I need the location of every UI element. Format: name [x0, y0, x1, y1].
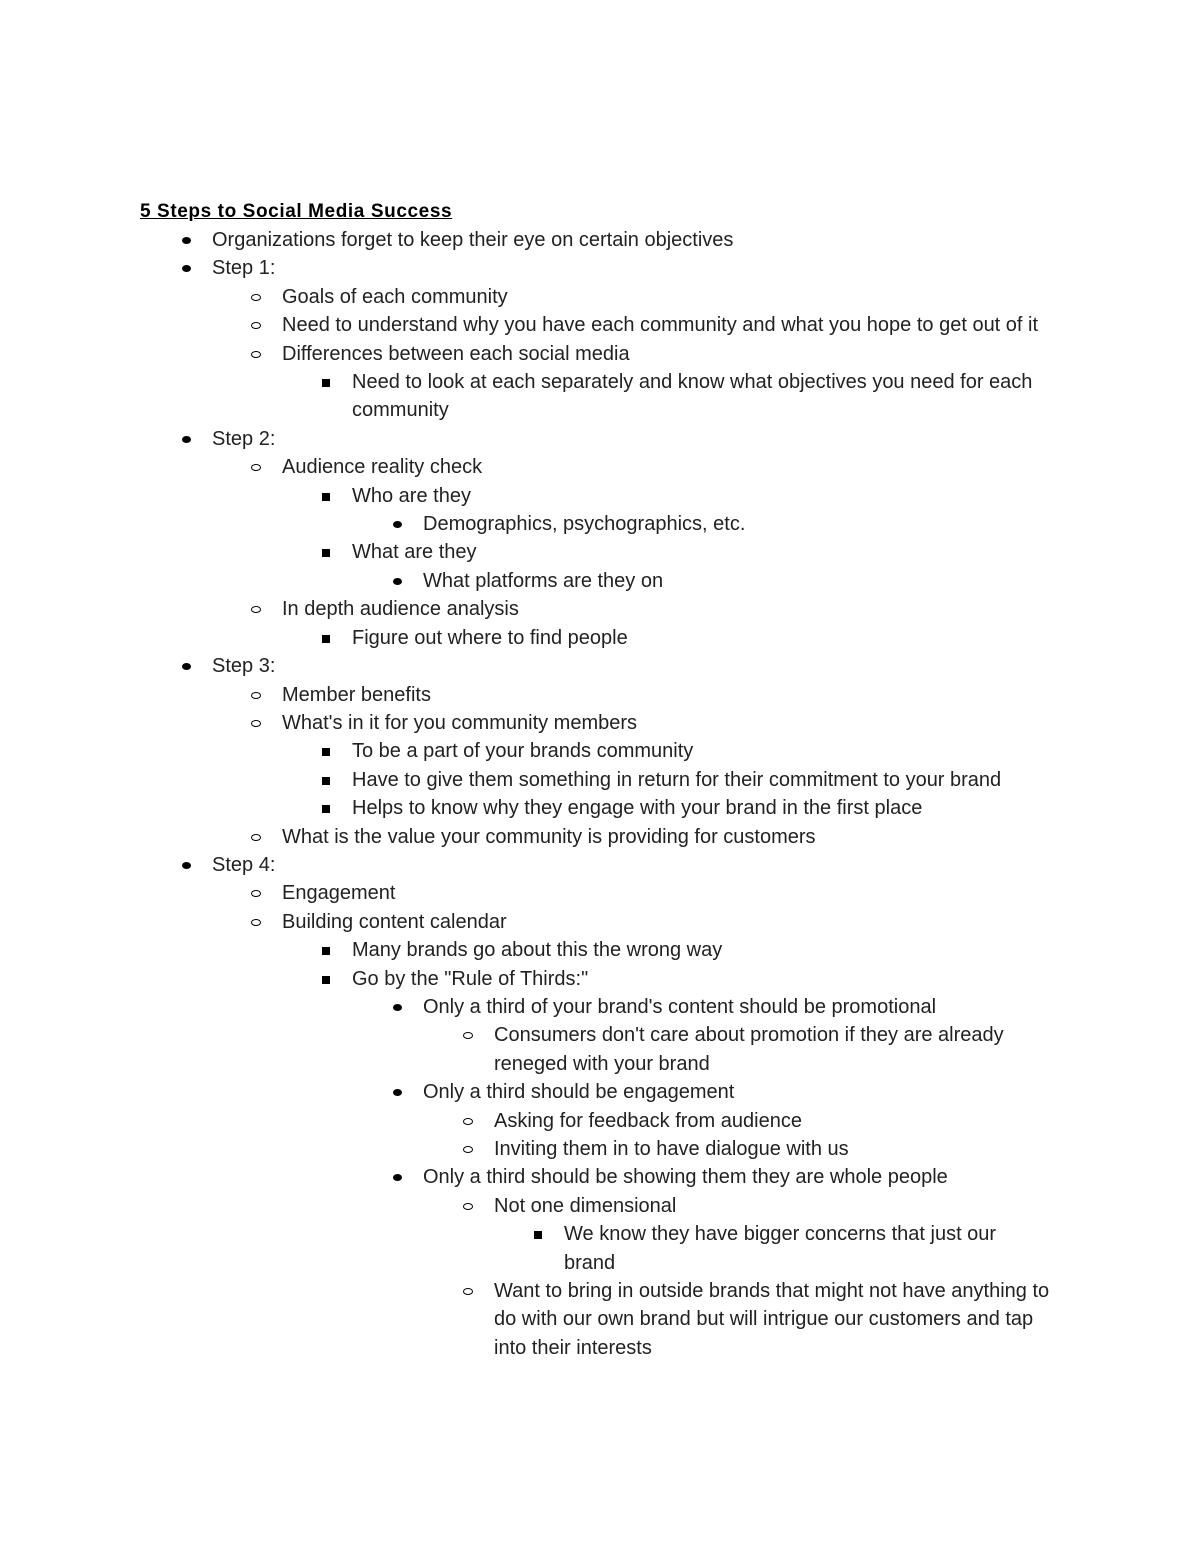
list-item: [0, 368, 1040, 425]
square-bullet-icon: [316, 482, 336, 510]
square-bullet-icon: [316, 368, 336, 396]
list-item-text: Step 1:: [212, 257, 276, 280]
circle-bullet-icon: [458, 1277, 478, 1305]
list-item: [0, 425, 1062, 453]
circle-bullet-icon: [246, 908, 266, 936]
list-item: [0, 510, 1062, 538]
list-item: [0, 1163, 1062, 1191]
square-bullet-icon: [316, 538, 336, 566]
disc-bullet-icon: [387, 510, 407, 538]
circle-bullet-icon: [246, 340, 266, 368]
list-item: [0, 709, 1062, 737]
disc-bullet-icon: [176, 226, 196, 254]
list-item-text: Not one dimensional: [494, 1194, 677, 1217]
list-item-text: Inviting them in to have dialogue with us: [494, 1138, 849, 1160]
list-item: [0, 1107, 1050, 1135]
list-item-text: Want to bring in outside brands that might not have anything to do with our own brand but will intrigue our customers and tap into their interests: [494, 1280, 1050, 1359]
list-item: [0, 538, 1040, 566]
list-item-text: Many brands go about this the wrong way: [352, 939, 723, 962]
list-item-text: Engagement: [282, 882, 396, 905]
list-item: [0, 226, 1062, 254]
list-item-text: Who are they: [352, 484, 471, 507]
circle-bullet-icon: [246, 283, 266, 311]
list-item: [0, 794, 1040, 822]
list-item: [0, 993, 1062, 1021]
list-item: [0, 652, 1062, 680]
list-item-text: Goals of each community: [282, 285, 508, 308]
list-item-text: To be a part of your brands community: [352, 740, 694, 763]
list-item-text: Only a third should be engagement: [423, 1081, 735, 1104]
list-item: [0, 567, 1062, 595]
list-item: [0, 766, 1040, 794]
circle-bullet-icon: [246, 453, 266, 481]
list-item: [0, 1220, 1035, 1277]
list-item-text: What platforms are they on: [423, 569, 664, 592]
disc-bullet-icon: [387, 567, 407, 595]
document-title: 5 Steps to Social Media Success: [140, 201, 453, 222]
list-item: [0, 879, 1062, 907]
square-bullet-icon: [316, 737, 336, 765]
square-bullet-icon: [316, 794, 336, 822]
list-item: [0, 1078, 1062, 1106]
list-item-text: What are they: [352, 541, 477, 564]
list-item-text: Organizations forget to keep their eye on certain objectives: [212, 229, 734, 251]
list-item-text: Only a third of your brand's content should be promotional: [423, 995, 937, 1018]
square-bullet-icon: [528, 1220, 548, 1248]
list-item: [0, 283, 1062, 311]
list-item: [0, 1192, 1050, 1220]
list-item-text: Differences between each social media: [282, 342, 630, 365]
disc-bullet-icon: [176, 851, 196, 879]
list-item-text: Go by the "Rule of Thirds:": [352, 967, 589, 990]
list-item-text: Step 4:: [212, 853, 276, 876]
square-bullet-icon: [316, 965, 336, 993]
circle-bullet-icon: [246, 681, 266, 709]
list-item-text: Need to look at each separately and know what objectives you need for each community: [352, 371, 1033, 422]
list-item-text: Audience reality check: [282, 456, 483, 479]
circle-bullet-icon: [246, 311, 266, 339]
list-item-text: In depth audience analysis: [282, 598, 519, 621]
disc-bullet-icon: [176, 254, 196, 282]
list-item: [0, 254, 1062, 282]
disc-bullet-icon: [176, 425, 196, 453]
list-item-text: Need to understand why you have each community and what you hope to get out of it: [282, 314, 1039, 337]
circle-bullet-icon: [246, 709, 266, 737]
list-item: [0, 624, 1040, 652]
list-item-text: Asking for feedback from audience: [494, 1109, 802, 1132]
disc-bullet-icon: [387, 1078, 407, 1106]
list-item-text: Demographics, psychographics, etc.: [423, 513, 746, 536]
circle-bullet-icon: [246, 823, 266, 851]
list-item: [0, 595, 1062, 623]
list-item-text: Step 2:: [212, 427, 276, 450]
list-item: [0, 340, 1062, 368]
list-item-text: Member benefits: [282, 683, 431, 706]
list-item: [0, 737, 1040, 765]
list-item-text: What's in it for you community members: [282, 711, 638, 734]
list-item-text: Building content calendar: [282, 910, 507, 933]
list-item: [0, 936, 1040, 964]
list-item-text: What is the value your community is providing for customers: [282, 825, 816, 848]
square-bullet-icon: [316, 936, 336, 964]
bullet-outline: [0, 226, 1200, 1362]
circle-bullet-icon: [458, 1021, 478, 1049]
square-bullet-icon: [316, 766, 336, 794]
list-item-text: Have to give them something in return for their commitment to your brand: [352, 768, 1002, 791]
list-item: [0, 1135, 1050, 1163]
square-bullet-icon: [316, 624, 336, 652]
circle-bullet-icon: [458, 1135, 478, 1163]
list-item-text: Figure out where to find people: [352, 626, 628, 649]
circle-bullet-icon: [246, 595, 266, 623]
list-item: [0, 1277, 1050, 1362]
list-item: [0, 311, 1062, 339]
list-item: [0, 965, 1040, 993]
list-item: [0, 681, 1062, 709]
circle-bullet-icon: [458, 1107, 478, 1135]
circle-bullet-icon: [458, 1192, 478, 1220]
list-item: [0, 482, 1040, 510]
list-item: [0, 823, 1062, 851]
disc-bullet-icon: [176, 652, 196, 680]
circle-bullet-icon: [246, 879, 266, 907]
list-item-text: Step 3:: [212, 655, 276, 678]
list-item: [0, 453, 1062, 481]
list-item-text: Helps to know why they engage with your brand in the first place: [352, 797, 923, 820]
list-item: [0, 1021, 1050, 1078]
disc-bullet-icon: [387, 993, 407, 1021]
list-item-text: Only a third should be showing them they are whole people: [423, 1166, 948, 1189]
disc-bullet-icon: [387, 1163, 407, 1191]
list-item: [0, 851, 1062, 879]
list-item-text: Consumers don't care about promotion if they are already reneged with your brand: [494, 1024, 1004, 1075]
list-item: [0, 908, 1062, 936]
list-item-text: We know they have bigger concerns that just our brand: [564, 1223, 997, 1274]
